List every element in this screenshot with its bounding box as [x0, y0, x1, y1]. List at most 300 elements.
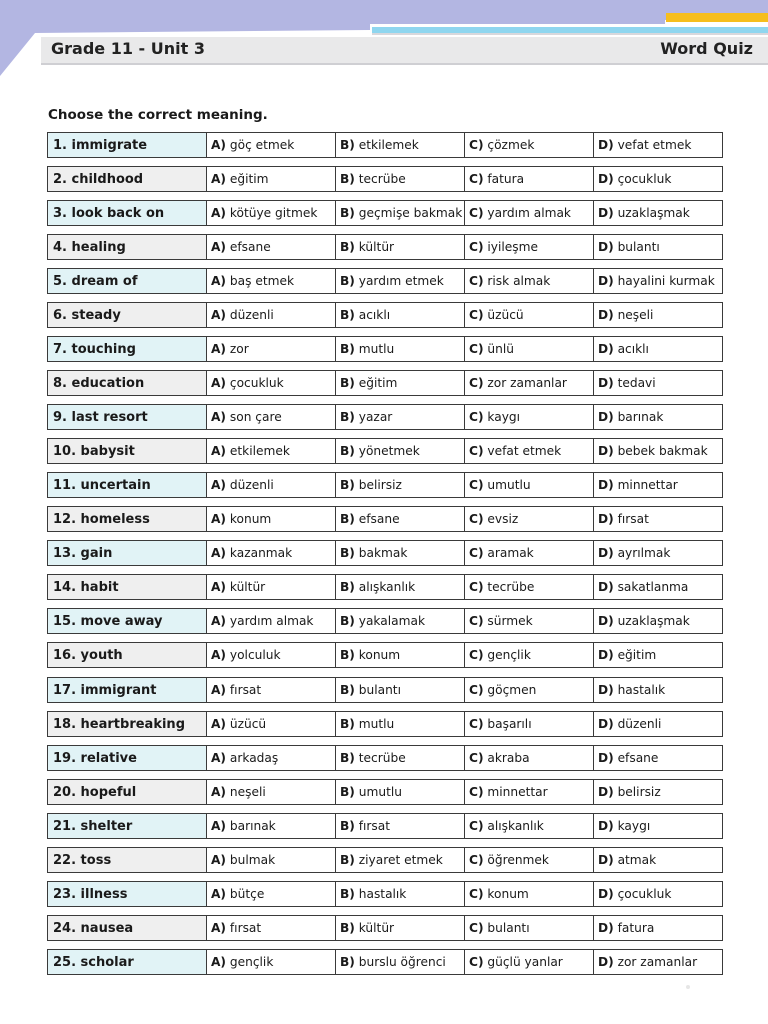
option-text: bulmak — [229, 852, 276, 867]
answer-option-a[interactable] — [206, 540, 336, 566]
answer-option-d[interactable] — [593, 438, 723, 464]
option-letter: A) — [211, 954, 227, 969]
option-text: son çare — [229, 410, 282, 425]
option-letter: D) — [598, 818, 614, 833]
answer-option-a[interactable] — [206, 813, 336, 839]
option-letter: B) — [340, 172, 355, 187]
option-text: fatura — [487, 172, 525, 187]
option-text: belirsiz — [617, 784, 661, 799]
answer-option-c[interactable] — [464, 166, 594, 192]
option-text: kültür — [358, 920, 395, 935]
answer-option-c[interactable] — [464, 336, 594, 362]
option-letter: C) — [469, 818, 484, 833]
answer-option-c[interactable] — [464, 302, 594, 328]
question-row — [47, 745, 724, 771]
option-text: bütçe — [229, 886, 265, 901]
question-row — [47, 166, 724, 192]
answer-option-a[interactable] — [206, 200, 336, 226]
option-text: tecrübe — [358, 750, 406, 765]
option-letter: B) — [340, 206, 355, 221]
answer-option-b[interactable] — [335, 745, 465, 771]
option-letter: B) — [340, 648, 355, 663]
instruction-text: Choose the correct meaning. — [48, 107, 268, 123]
answer-option-b[interactable] — [335, 336, 465, 362]
option-text: baş etmek — [229, 274, 295, 289]
option-text: mutlu — [358, 716, 395, 731]
option-letter: A) — [211, 444, 227, 459]
option-text: barınak — [229, 818, 276, 833]
option-letter: A) — [211, 546, 227, 561]
answer-option-b[interactable] — [335, 779, 465, 805]
option-text: iyileşme — [487, 240, 538, 255]
answer-option-a[interactable] — [206, 166, 336, 192]
question-word: 8. education — [47, 370, 207, 396]
answer-option-d[interactable] — [593, 506, 723, 532]
option-text: kaygı — [617, 818, 651, 833]
option-text: konum — [229, 512, 272, 527]
option-letter: B) — [340, 478, 355, 493]
question-word: 13. gain — [47, 540, 207, 566]
option-text: mutlu — [358, 342, 395, 357]
question-word: 21. shelter — [47, 813, 207, 839]
question-word: 15. move away — [47, 608, 207, 634]
question-row — [47, 847, 724, 873]
option-letter: C) — [469, 512, 484, 527]
option-text: yolculuk — [229, 648, 281, 663]
answer-option-a[interactable] — [206, 472, 336, 498]
option-text: öğrenmek — [487, 852, 549, 867]
option-text: zor zamanlar — [487, 376, 567, 391]
answer-option-b[interactable] — [335, 949, 465, 975]
option-letter: D) — [598, 274, 614, 289]
answer-option-b[interactable] — [335, 881, 465, 907]
page-title: Grade 11 - Unit 3 — [51, 39, 205, 58]
question-row — [47, 472, 724, 498]
option-text: yazar — [358, 410, 393, 425]
option-text: fırsat — [617, 512, 649, 527]
option-text: neşeli — [229, 784, 266, 799]
answer-option-c[interactable] — [464, 438, 594, 464]
answer-option-b[interactable] — [335, 847, 465, 873]
option-letter: C) — [469, 138, 484, 152]
option-text: minnettar — [487, 784, 548, 799]
answer-option-b[interactable] — [335, 574, 465, 600]
answer-option-c[interactable] — [464, 881, 594, 907]
answer-option-b[interactable] — [335, 234, 465, 260]
question-word: 9. last resort — [47, 404, 207, 430]
answer-option-d[interactable] — [593, 642, 723, 668]
option-letter: A) — [211, 920, 227, 935]
question-row — [47, 574, 724, 600]
option-letter: A) — [211, 648, 227, 663]
option-letter: C) — [469, 206, 484, 221]
option-text: gençlik — [487, 648, 531, 663]
option-letter: D) — [598, 716, 614, 731]
answer-option-d[interactable] — [593, 608, 723, 634]
answer-option-c[interactable] — [464, 268, 594, 294]
option-text: umutlu — [487, 478, 531, 493]
answer-option-a[interactable] — [206, 302, 336, 328]
answer-option-a[interactable] — [206, 370, 336, 396]
answer-option-a[interactable] — [206, 574, 336, 600]
answer-option-c[interactable] — [464, 949, 594, 975]
option-letter: C) — [469, 478, 484, 493]
answer-option-b[interactable] — [335, 506, 465, 532]
answer-option-c[interactable] — [464, 642, 594, 668]
answer-option-b[interactable] — [335, 132, 465, 158]
option-text: etkilemek — [229, 444, 290, 459]
answer-option-d[interactable] — [593, 540, 723, 566]
option-letter: B) — [340, 716, 355, 731]
answer-option-d[interactable] — [593, 472, 723, 498]
option-text: kötüye gitmek — [229, 206, 318, 221]
option-text: uzaklaşmak — [617, 614, 690, 629]
answer-option-d[interactable] — [593, 677, 723, 703]
answer-option-a[interactable] — [206, 132, 336, 158]
option-letter: D) — [598, 308, 614, 323]
answer-option-b[interactable] — [335, 302, 465, 328]
question-word: 16. youth — [47, 642, 207, 668]
option-letter: A) — [211, 818, 227, 833]
answer-option-c[interactable] — [464, 711, 594, 737]
answer-option-a[interactable] — [206, 506, 336, 532]
option-letter: D) — [598, 206, 614, 221]
answer-option-c[interactable] — [464, 404, 594, 430]
option-letter: D) — [598, 410, 614, 425]
answer-option-c[interactable] — [464, 813, 594, 839]
answer-option-c[interactable] — [464, 370, 594, 396]
question-row — [47, 642, 724, 668]
option-letter: B) — [340, 852, 355, 867]
option-text: tecrübe — [358, 172, 406, 187]
header-bar — [41, 37, 768, 65]
option-letter: B) — [340, 580, 355, 595]
answer-option-d[interactable] — [593, 370, 723, 396]
option-text: fatura — [617, 920, 655, 935]
answer-option-d[interactable] — [593, 268, 723, 294]
option-text: uzaklaşmak — [617, 206, 690, 221]
option-text: kaygı — [487, 410, 521, 425]
option-text: düzenli — [229, 478, 274, 493]
option-text: acıklı — [617, 342, 649, 357]
answer-option-c[interactable] — [464, 472, 594, 498]
question-word: 11. uncertain — [47, 472, 207, 498]
option-text: ünlü — [487, 342, 514, 357]
answer-option-b[interactable] — [335, 370, 465, 396]
option-text: umutlu — [358, 784, 402, 799]
option-letter: A) — [211, 206, 227, 221]
question-row — [47, 881, 724, 907]
answer-option-c[interactable] — [464, 745, 594, 771]
answer-option-d[interactable] — [593, 745, 723, 771]
option-letter: B) — [340, 512, 355, 527]
option-letter: B) — [340, 240, 355, 255]
answer-option-c[interactable] — [464, 915, 594, 941]
option-letter: B) — [340, 410, 355, 425]
answer-option-d[interactable] — [593, 234, 723, 260]
question-row — [47, 234, 724, 260]
option-text: üzücü — [229, 716, 267, 731]
question-row — [47, 540, 724, 566]
option-letter: B) — [340, 444, 355, 459]
answer-option-d[interactable] — [593, 200, 723, 226]
answer-option-c[interactable] — [464, 677, 594, 703]
option-text: hastalık — [617, 682, 666, 697]
option-letter: B) — [340, 818, 355, 833]
option-text: düzenli — [229, 308, 274, 323]
answer-option-d[interactable] — [593, 336, 723, 362]
answer-option-a[interactable] — [206, 949, 336, 975]
option-letter: A) — [211, 274, 227, 289]
option-letter: B) — [340, 886, 355, 901]
option-letter: A) — [211, 750, 227, 765]
option-text: bulantı — [487, 920, 530, 935]
answer-option-a[interactable] — [206, 881, 336, 907]
option-letter: C) — [469, 274, 484, 289]
option-text: gençlik — [229, 954, 274, 969]
answer-option-d[interactable] — [593, 779, 723, 805]
answer-option-b[interactable] — [335, 711, 465, 737]
question-word: 19. relative — [47, 745, 207, 771]
option-letter: A) — [211, 614, 227, 629]
answer-option-a[interactable] — [206, 847, 336, 873]
option-letter: B) — [340, 682, 355, 697]
answer-option-d[interactable] — [593, 813, 723, 839]
question-row — [47, 915, 724, 941]
option-letter: C) — [469, 682, 484, 697]
option-letter: D) — [598, 444, 614, 459]
option-letter: B) — [340, 342, 355, 357]
question-row — [47, 200, 724, 226]
answer-option-a[interactable] — [206, 234, 336, 260]
option-letter: C) — [469, 648, 484, 663]
question-word: 12. homeless — [47, 506, 207, 532]
question-row — [47, 132, 724, 158]
question-row — [47, 268, 724, 294]
option-letter: C) — [469, 716, 484, 731]
option-text: hayalini kurmak — [617, 274, 715, 289]
option-text: sürmek — [487, 614, 533, 629]
answer-option-b[interactable] — [335, 915, 465, 941]
option-text: konum — [358, 648, 401, 663]
option-text: tedavi — [617, 376, 656, 391]
question-word: 10. babysit — [47, 438, 207, 464]
option-text: yardım almak — [229, 614, 314, 629]
option-text: vefat etmek — [487, 444, 562, 459]
option-letter: B) — [340, 138, 355, 152]
answer-option-d[interactable] — [593, 404, 723, 430]
answer-option-d[interactable] — [593, 881, 723, 907]
answer-option-b[interactable] — [335, 540, 465, 566]
answer-option-d[interactable] — [593, 132, 723, 158]
option-letter: A) — [211, 376, 227, 391]
option-letter: C) — [469, 172, 484, 187]
option-letter: A) — [211, 478, 227, 493]
answer-option-b[interactable] — [335, 438, 465, 464]
answer-option-a[interactable] — [206, 915, 336, 941]
option-letter: C) — [469, 852, 484, 867]
answer-option-c[interactable] — [464, 200, 594, 226]
option-letter: D) — [598, 682, 614, 697]
option-letter: D) — [598, 852, 614, 867]
answer-option-b[interactable] — [335, 404, 465, 430]
answer-option-c[interactable] — [464, 506, 594, 532]
option-letter: D) — [598, 750, 614, 765]
answer-option-d[interactable] — [593, 574, 723, 600]
option-letter: B) — [340, 920, 355, 935]
question-word: 3. look back on — [47, 200, 207, 226]
question-row — [47, 438, 724, 464]
answer-option-c[interactable] — [464, 574, 594, 600]
option-letter: D) — [598, 342, 614, 357]
option-text: efsane — [617, 750, 659, 765]
option-letter: B) — [340, 376, 355, 391]
question-row — [47, 302, 724, 328]
answer-option-b[interactable] — [335, 268, 465, 294]
answer-option-c[interactable] — [464, 608, 594, 634]
answer-option-d[interactable] — [593, 166, 723, 192]
option-letter: D) — [598, 546, 614, 561]
question-word: 23. illness — [47, 881, 207, 907]
option-text: yakalamak — [358, 614, 425, 629]
question-word: 18. heartbreaking — [47, 711, 207, 737]
answer-option-a[interactable] — [206, 745, 336, 771]
option-letter: C) — [469, 784, 484, 799]
answer-option-a[interactable] — [206, 404, 336, 430]
option-letter: D) — [598, 240, 614, 255]
option-letter: B) — [340, 614, 355, 629]
answer-option-c[interactable] — [464, 234, 594, 260]
answer-option-a[interactable] — [206, 438, 336, 464]
option-text: efsane — [358, 512, 400, 527]
option-text: kazanmak — [229, 546, 293, 561]
question-row — [47, 711, 724, 737]
option-letter: B) — [340, 954, 355, 969]
question-word: 22. toss — [47, 847, 207, 873]
option-text: minnettar — [617, 478, 678, 493]
answer-option-b[interactable] — [335, 200, 465, 226]
answer-option-c[interactable] — [464, 847, 594, 873]
option-text: arkadaş — [229, 750, 279, 765]
answer-option-a[interactable] — [206, 779, 336, 805]
question-word: 20. hopeful — [47, 779, 207, 805]
option-text: eğitim — [229, 172, 269, 187]
option-letter: B) — [340, 274, 355, 289]
question-row — [47, 370, 724, 396]
option-text: fırsat — [229, 920, 262, 935]
answer-option-c[interactable] — [464, 540, 594, 566]
option-text: efsane — [229, 240, 271, 255]
option-letter: D) — [598, 614, 614, 629]
option-text: neşeli — [617, 308, 654, 323]
option-letter: A) — [211, 308, 227, 323]
option-text: eğitim — [358, 376, 398, 391]
option-letter: A) — [211, 852, 227, 867]
answer-option-b[interactable] — [335, 608, 465, 634]
option-letter: B) — [340, 750, 355, 765]
option-text: ziyaret etmek — [358, 852, 443, 867]
option-letter: D) — [598, 886, 614, 901]
watermark-dot — [686, 985, 690, 989]
option-letter: D) — [598, 172, 614, 187]
option-text: ayrılmak — [617, 546, 671, 561]
option-letter: D) — [598, 648, 614, 663]
option-text: acıklı — [358, 308, 391, 323]
option-letter: C) — [469, 546, 484, 561]
answer-option-c[interactable] — [464, 132, 594, 158]
option-text: vefat etmek — [617, 138, 692, 152]
question-word: 5. dream of — [47, 268, 207, 294]
header-decoration-line — [372, 33, 768, 35]
answer-option-d[interactable] — [593, 711, 723, 737]
option-letter: C) — [469, 376, 484, 391]
option-text: kültür — [229, 580, 266, 595]
answer-option-d[interactable] — [593, 915, 723, 941]
option-letter: C) — [469, 954, 484, 969]
answer-option-a[interactable] — [206, 336, 336, 362]
answer-option-c[interactable] — [464, 779, 594, 805]
option-letter: C) — [469, 920, 484, 935]
answer-option-b[interactable] — [335, 472, 465, 498]
question-row — [47, 608, 724, 634]
answer-option-a[interactable] — [206, 642, 336, 668]
question-row — [47, 949, 724, 975]
question-word: 14. habit — [47, 574, 207, 600]
answer-option-b[interactable] — [335, 642, 465, 668]
option-letter: D) — [598, 478, 614, 493]
option-text: risk almak — [487, 274, 551, 289]
answer-option-b[interactable] — [335, 677, 465, 703]
answer-option-a[interactable] — [206, 677, 336, 703]
option-letter: D) — [598, 512, 614, 527]
option-letter: A) — [211, 580, 227, 595]
option-text: akraba — [487, 750, 530, 765]
option-text: alışkanlık — [487, 818, 544, 833]
option-text: zor — [229, 342, 249, 357]
option-text: başarılı — [487, 716, 532, 731]
answer-option-a[interactable] — [206, 711, 336, 737]
question-word: 25. scholar — [47, 949, 207, 975]
question-word: 4. healing — [47, 234, 207, 260]
option-text: yardım almak — [487, 206, 571, 221]
option-text: hastalık — [358, 886, 407, 901]
answer-option-b[interactable] — [335, 813, 465, 839]
question-word: 2. childhood — [47, 166, 207, 192]
option-text: etkilemek — [358, 138, 419, 152]
option-letter: C) — [469, 886, 484, 901]
option-text: yardım etmek — [358, 274, 444, 289]
question-word: 7. touching — [47, 336, 207, 362]
answer-option-b[interactable] — [335, 166, 465, 192]
option-text: bakmak — [358, 546, 408, 561]
option-letter: A) — [211, 138, 227, 152]
option-text: belirsiz — [358, 478, 402, 493]
option-letter: D) — [598, 954, 614, 969]
answer-option-d[interactable] — [593, 847, 723, 873]
option-text: bebek bakmak — [617, 444, 708, 459]
option-text: burslu öğrenci — [358, 954, 446, 969]
answer-option-d[interactable] — [593, 949, 723, 975]
option-text: çocukluk — [617, 886, 672, 901]
option-letter: C) — [469, 308, 484, 323]
answer-option-d[interactable] — [593, 302, 723, 328]
question-row — [47, 677, 724, 703]
answer-option-a[interactable] — [206, 608, 336, 634]
option-letter: A) — [211, 716, 227, 731]
answer-option-a[interactable] — [206, 268, 336, 294]
option-text: atmak — [617, 852, 657, 867]
quiz-label: Word Quiz — [660, 39, 753, 58]
